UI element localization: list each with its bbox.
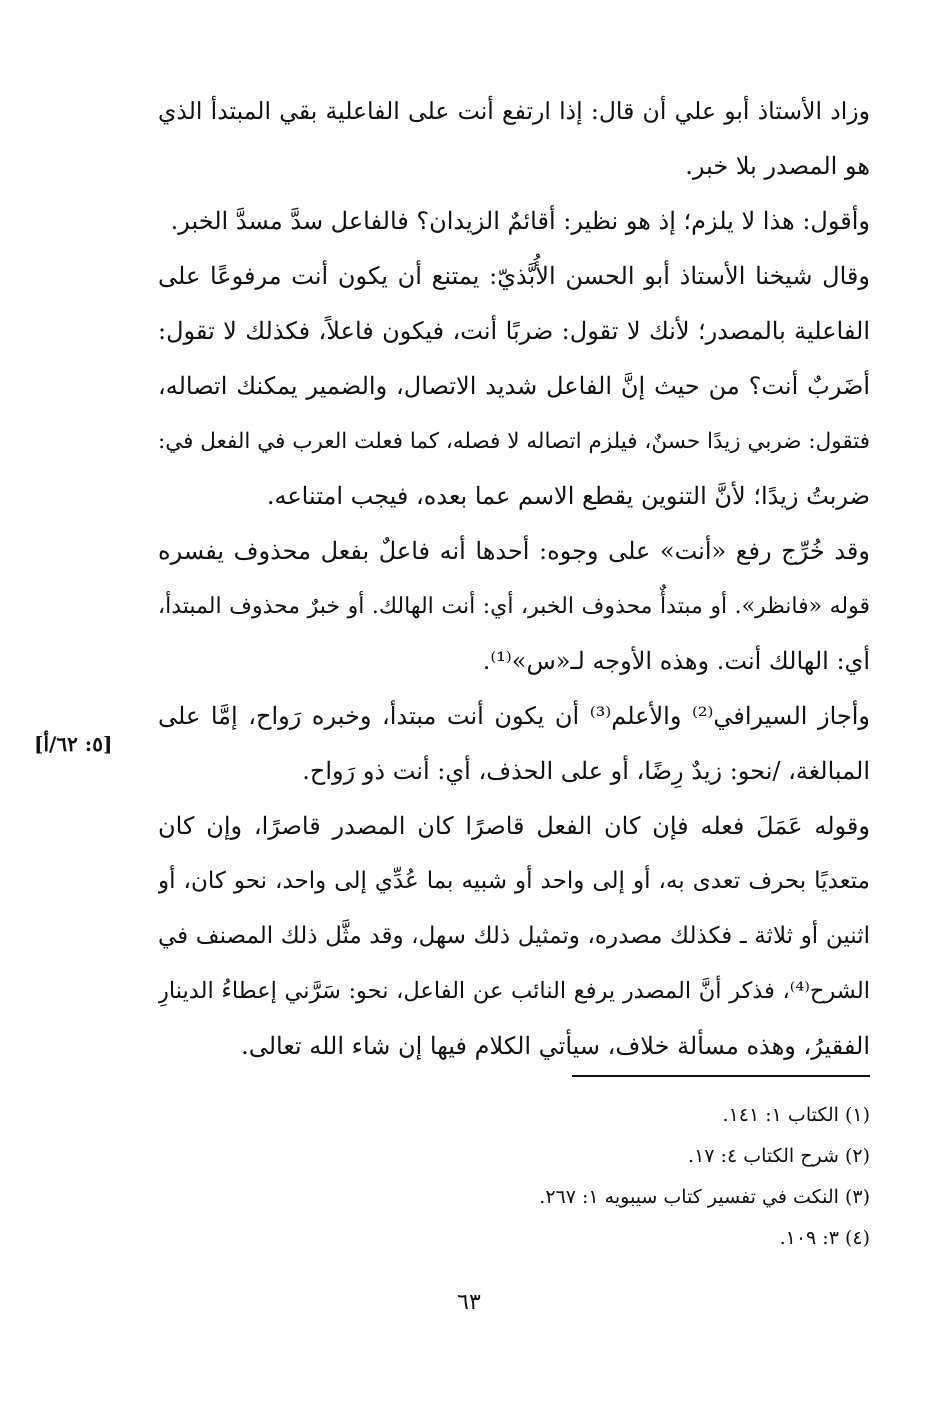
text-line: هو المصدر بلا خبر. (685, 152, 870, 180)
text-line: وزاد الأستاذ أبو علي أن قال: إذا ارتفع أنت على الفاعلية بقي المبتدأ الذي (158, 97, 870, 125)
text-line: وأجاز السيرافي⁽²⁾ والأعلم⁽³⁾ أن يكون أنت مبتدأ، وخبره رَواح، إمَّا على (158, 702, 870, 730)
footnote: (٢) شرح الكتاب ٤: ١٧. (688, 1145, 870, 1167)
page-number: ٦٣ (457, 1290, 481, 1315)
text-line: المبالغة، /نحو: زيدٌ رِضًا، أو على الحذف، أي: أنت ذو رَواح. (302, 757, 870, 785)
text-line: قوله «فانظر». أو مبتدأٌ محذوف الخبر، أي: أنت الهالك. أو خبرٌ محذوف المبتدأ، (158, 594, 870, 619)
text-line: الفقيرُ، وهذه مسألة خلاف، سيأتي الكلام فيها إن شاء الله تعالى. (241, 1032, 870, 1060)
text-line: اثنين أو ثلاثة ـ فكذلك مصدره، وتمثيل ذلك سهل، وقد مثَّل ذلك المصنف في (158, 923, 870, 949)
text-line: متعديًا بحرف تعدى به، أو إلى واحد أو شبيه بما عُدِّي إلى واحد، نحو كان، أو (158, 868, 870, 894)
footnote: (٤) ٣: ١٠٩. (779, 1227, 870, 1249)
manuscript-folio-reference: [٥: ٦٢/أ] (34, 732, 113, 756)
main-text (158, 84, 870, 1074)
footnote-separator (572, 1075, 870, 1077)
text-line: وقد خُرِّج رفع «أنت» على وجوه: أحدها أنه فاعلٌ بفعل محذوف يفسره (158, 537, 870, 565)
footnote: (٣) النكت في تفسير كتاب سيبويه ١: ٢٦٧. (539, 1186, 870, 1208)
text-line: وقال شيخنا الأستاذ أبو الحسن الأُبَّذيّ: يمتنع أن يكون أنت مرفوعًا على (158, 262, 870, 290)
footnote: (١) الكتاب ١: ١٤١. (722, 1104, 870, 1126)
text-line: أي: الهالك أنت. وهذه الأوجه لـ«س»⁽¹⁾. (482, 647, 870, 675)
text-line: أضَربٌ أنت؟ من حيث إنَّ الفاعل شديد الاتصال، والضمير يمكنك اتصاله، (158, 372, 870, 400)
text-line: ضربتُ زيدًا؛ لأنَّ التنوين يقطع الاسم عما بعده، فيجب امتناعه. (266, 482, 870, 510)
text-line: الفاعلية بالمصدر؛ لأنك لا تقول: ضربًا أنت، فيكون فاعلاً، فكذلك لا تقول: (158, 317, 870, 345)
text-line: وقوله عَمَلَ فعله فإن كان الفعل قاصرًا كان المصدر قاصرًا، وإن كان (158, 812, 870, 840)
text-line: الشرح⁽⁴⁾، فذكر أنَّ المصدر يرفع النائب عن الفاعل، نحو: سَرَّني إعطاءُ الدينارِ (158, 978, 870, 1004)
text-line: فتقول: ضربي زيدًا حسنٌ، فيلزم اتصاله لا فصله، كما فعلت العرب في الفعل في: (158, 429, 870, 454)
text-line: وأقول: هذا لا يلزم؛ إذ هو نظير: أقائمٌ الزيدان؟ فالفاعل سدَّ مسدَّ الخبر. (170, 207, 870, 235)
footnotes (158, 1095, 870, 1259)
